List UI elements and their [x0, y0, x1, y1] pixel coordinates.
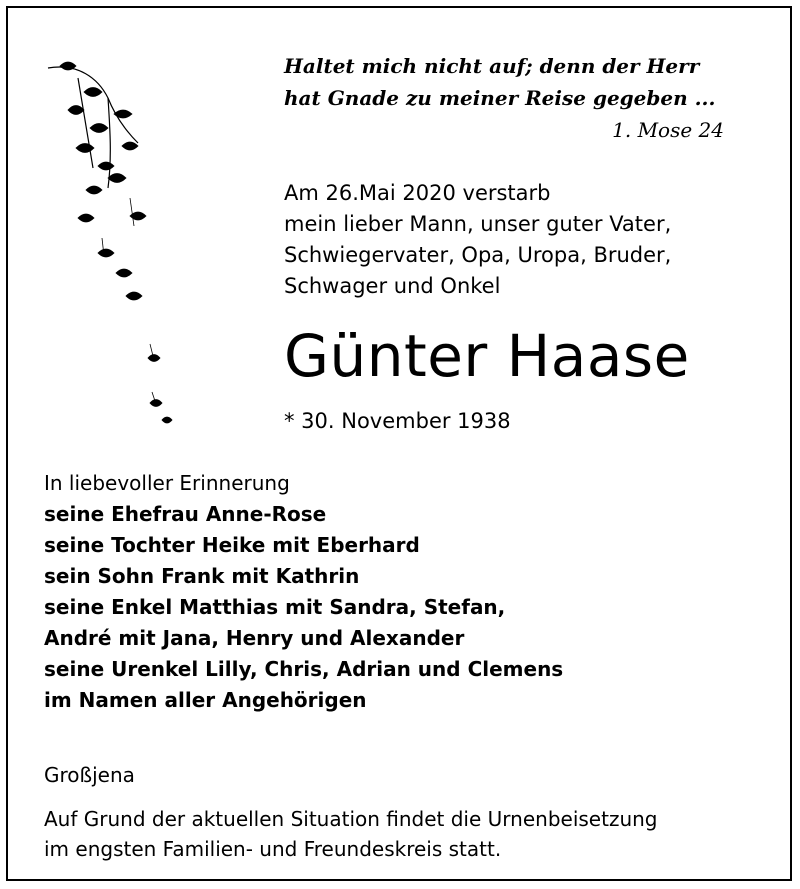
- birth-date: * 30. November 1938: [284, 409, 511, 433]
- note-line-1: Auf Grund der aktuellen Situation findet die Urnenbeisetzung: [44, 807, 658, 831]
- announcement-line-2: mein lieber Mann, unser guter Vater,: [284, 212, 672, 236]
- obituary-notice: [6, 6, 792, 881]
- death-announcement: [284, 178, 764, 302]
- burial-note: [44, 804, 784, 864]
- mourner-line: seine Enkel Matthias mit Sandra, Stefan,: [44, 595, 506, 619]
- mourners-intro: In liebevoller Erinnerung: [44, 471, 290, 495]
- announcement-line-1: Am 26.Mai 2020 verstarb: [284, 181, 551, 205]
- note-line-2: im engsten Familien- und Freundeskreis statt.: [44, 837, 502, 861]
- mourner-line: sein Sohn Frank mit Kathrin: [44, 564, 360, 588]
- verse-line-1: Haltet mich nicht auf; denn der Herr: [284, 54, 700, 78]
- verse-reference: 1. Mose 24: [612, 118, 724, 142]
- deceased-name: Günter Haase: [284, 322, 690, 390]
- mourner-line: seine Tochter Heike mit Eberhard: [44, 533, 420, 557]
- verse-line-2: hat Gnade zu meiner Reise gegeben ...: [284, 86, 716, 110]
- mourner-line: seine Urenkel Lilly, Chris, Adrian und Clemens: [44, 657, 564, 681]
- mourners-list: [44, 468, 784, 716]
- mourner-line: seine Ehefrau Anne-Rose: [44, 502, 327, 526]
- place-name: Großjena: [44, 763, 135, 787]
- announcement-line-3: Schwiegervater, Opa, Uropa, Bruder,: [284, 243, 672, 267]
- mourner-line: im Namen aller Angehörigen: [44, 688, 367, 712]
- mourner-line: André mit Jana, Henry und Alexander: [44, 626, 465, 650]
- falling-leaves-icon: [38, 48, 188, 438]
- announcement-line-4: Schwager und Onkel: [284, 274, 501, 298]
- bible-verse: [284, 50, 724, 146]
